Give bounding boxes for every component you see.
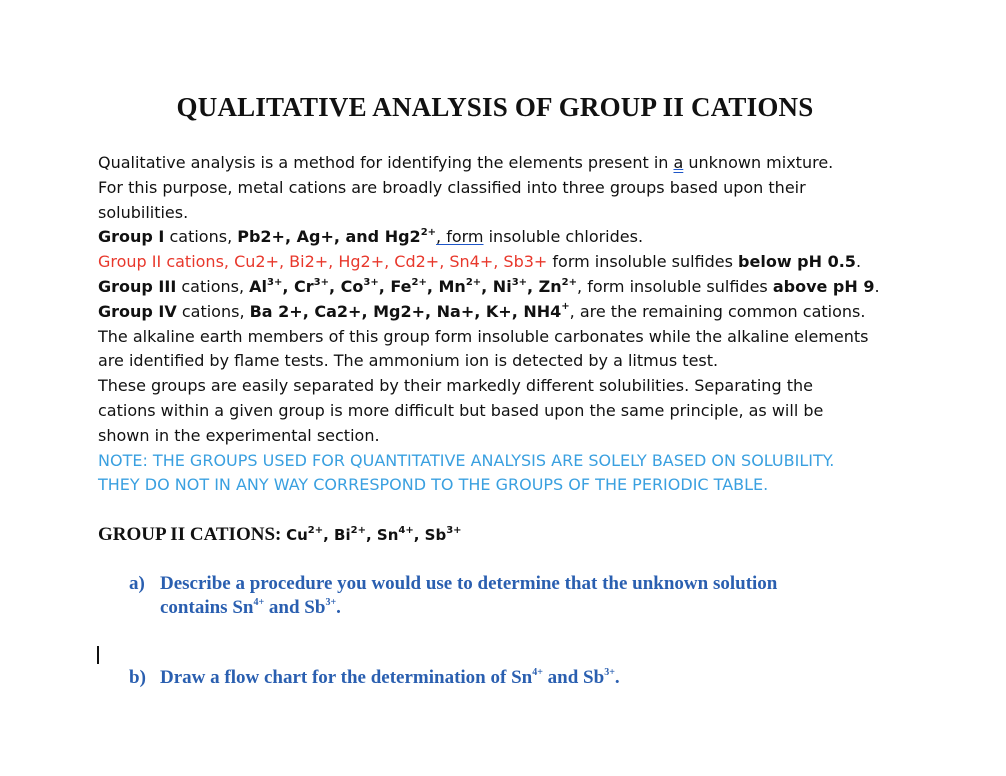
ion-sup: 2+	[561, 276, 578, 288]
intro-body	[98, 151, 898, 498]
group1-ions: Pb2+, Ag+, and Hg2	[237, 227, 421, 247]
para2-line-3: These groups are easily separated by their markedly different solubilities. Separating the	[98, 376, 813, 396]
flagged-phrase[interactable]: , form	[436, 227, 484, 247]
group2-line	[98, 250, 898, 275]
intro-text: Qualitative analysis is a method for identifying the elements present in	[98, 153, 674, 172]
group3-ions	[249, 277, 577, 296]
ion-fe: , Fe	[378, 276, 412, 296]
group3-mid: , form insoluble sulfides	[577, 276, 773, 296]
ion-sb: , Sb	[413, 526, 447, 544]
group3-label: Group III	[98, 276, 177, 296]
ion-bi: , Bi	[323, 526, 351, 544]
text-cursor[interactable]	[97, 646, 99, 664]
question-b-marker: b)	[129, 667, 146, 688]
question-a-text: .	[336, 597, 341, 618]
ion-sup: 2+	[411, 276, 427, 288]
group4-sup: +	[561, 301, 570, 313]
ion-sup: 2+	[350, 525, 366, 536]
ion-sup: 4+	[398, 525, 414, 536]
question-a-text: contains Sn	[160, 597, 254, 618]
group3-line	[98, 275, 898, 300]
ion-cu: Cu	[286, 526, 308, 544]
question-a-line-1: Describe a procedure you would use to determine that the unknown solution	[160, 573, 778, 594]
group4-ions: Ba 2+, Ca2+, Mg2+, Na+, K+, NH4	[249, 301, 562, 321]
ion-mn: , Mn	[426, 276, 466, 296]
question-a-text: and Sb	[264, 597, 326, 618]
group4-line	[98, 300, 898, 325]
group-heading-ions	[286, 526, 461, 544]
group-heading-text: GROUP II CATIONS:	[98, 524, 287, 545]
ion-sn: , Sn	[365, 526, 399, 544]
intro-line-2: For this purpose, metal cations are broadly classified into three groups based upon their	[98, 177, 806, 197]
question-a	[129, 572, 849, 620]
intro-line-3: solubilities.	[98, 202, 189, 222]
ion-ni: , Ni	[481, 276, 512, 296]
question-b-text: .	[614, 667, 620, 688]
group2-text: form insoluble sulfides	[547, 252, 739, 272]
para2-line-2: are identified by flame tests. The ammonium ion is detected by a litmus test.	[98, 351, 719, 371]
flagged-word[interactable]: a	[673, 153, 684, 172]
intro-line-1	[98, 151, 898, 176]
question-a-line-2	[129, 596, 849, 620]
para2-line-4: cations within a given group is more difficult but based upon the same principle, as will be	[98, 400, 824, 420]
ion-sup: 2+	[465, 276, 482, 288]
group2-ph: below pH 0.5	[738, 252, 856, 272]
para2-line-5: shown in the experimental section.	[98, 425, 380, 445]
group1-sup: 2+	[420, 227, 437, 239]
question-b-text: and Sb	[542, 667, 605, 688]
ion-sup: 3+	[313, 276, 329, 288]
ion-sup: 3+	[325, 596, 337, 608]
question-a-marker: a)	[129, 573, 145, 594]
ion-sup: 3+	[604, 666, 615, 678]
ion-sup: 3+	[267, 276, 283, 288]
ion-co: , Co	[328, 276, 364, 296]
note-line-1: NOTE: THE GROUPS USED FOR QUANTITATIVE ANALYSIS ARE SOLELY BASED ON SOLUBILITY.	[98, 450, 835, 470]
question-b	[129, 666, 849, 690]
note-line-2: THEY DO NOT IN ANY WAY CORRESPOND TO THE GROUPS OF THE PERIODIC TABLE.	[98, 475, 769, 495]
ion-sup: 3+	[511, 276, 528, 288]
page-title: QUALITATIVE ANALYSIS OF GROUP II CATIONS	[176, 92, 814, 122]
intro-text: unknown mixture.	[683, 153, 834, 172]
group3-text: cations,	[176, 276, 250, 296]
ion-al: Al	[249, 276, 268, 296]
group-ii-heading	[98, 524, 462, 546]
para2-line-1: The alkaline earth members of this group form insoluble carbonates while the alkaline elements	[98, 326, 869, 346]
ion-sup: 4+	[253, 596, 265, 608]
ion-sup: 3+	[363, 276, 379, 288]
group4-label: Group IV	[98, 301, 177, 321]
group4-text: cations,	[176, 301, 250, 321]
ion-sup: 4+	[532, 666, 543, 678]
ion-zn: , Zn	[527, 276, 562, 296]
group3-ph: above pH 9	[772, 276, 875, 296]
group1-label: Group I	[98, 227, 165, 247]
ion-sup: 3+	[446, 525, 462, 536]
group1-line	[98, 225, 898, 250]
group2-red-text: Group II cations, Cu2+, Bi2+, Hg2+, Cd2+, Sn4+, Sb3+	[98, 252, 548, 272]
question-b-text: Draw a flow chart for the determination of Sn	[160, 667, 533, 688]
ion-cr: , Cr	[282, 276, 314, 296]
group4-rest: , are the remaining common cations.	[569, 301, 866, 321]
group2-end: .	[855, 252, 862, 272]
ion-sup: 2+	[307, 525, 324, 536]
group3-end: .	[874, 276, 880, 296]
group1-text: cations,	[164, 227, 238, 247]
group1-rest: insoluble chlorides.	[483, 227, 644, 247]
